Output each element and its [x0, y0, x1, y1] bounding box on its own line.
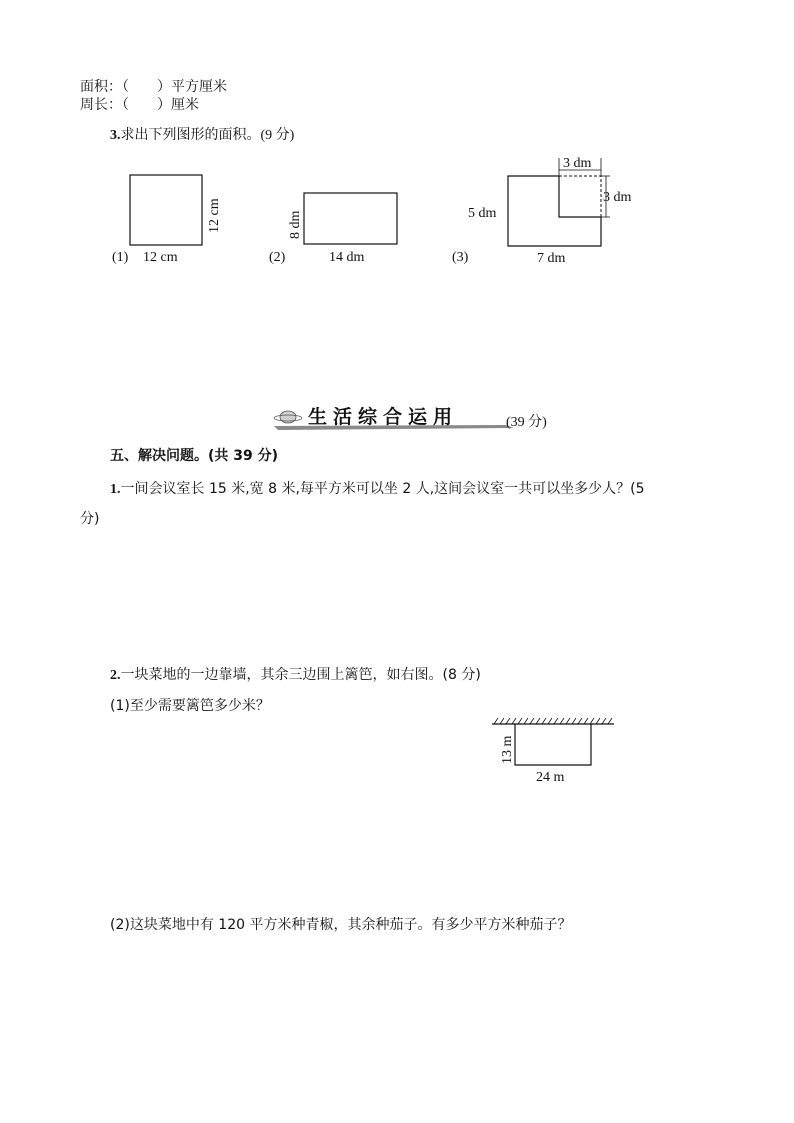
fig1-side-label: 12 cm: [207, 198, 222, 233]
q2-line: [110, 666, 481, 685]
q2-text: 一块菜地的一边靠墙，其余三边围上篱笆，如右图。(8 分): [120, 667, 481, 683]
banner-score: (39 分): [506, 415, 547, 430]
q3-figures: [0, 150, 794, 275]
perimeter-blank-line: 周长：（ ）厘米: [80, 97, 199, 113]
banner-title: 生活综合运用: [308, 406, 459, 428]
fig3-index: (3): [452, 250, 469, 265]
q2-garden-figure: [480, 712, 630, 792]
fig2-rectangle: [269, 193, 397, 265]
q2-number: 2.: [110, 668, 121, 683]
section-banner: [268, 400, 568, 434]
fence: [515, 724, 591, 765]
fig3-bottom-label: 7 dm: [537, 251, 566, 266]
q2-side-label: 13 m: [500, 735, 515, 764]
area-blank-line: 面积：（ ）平方厘米: [80, 79, 227, 95]
q3-header: [110, 126, 294, 145]
q1-number: 1.: [110, 482, 121, 497]
section5-heading: 五、解决问题。(共 39 分): [110, 448, 279, 464]
fig3-left-label: 5 dm: [468, 206, 497, 221]
q2-sub1: (1)至少需要篱笆多少米？: [110, 698, 270, 714]
fig3-notched-shape: [452, 156, 632, 266]
fig2-index: (2): [269, 250, 286, 265]
wall-hatch: [494, 718, 612, 724]
q2-sub2: (2)这块菜地中有 120 平方米种青椒，其余种茄子。有多少平方米种茄子？: [110, 917, 572, 933]
fig1-square: [112, 175, 222, 265]
q3-number: 3.: [110, 128, 121, 143]
q1-text: 一间会议室长 15 米,宽 8 米,每平方米可以坐 2 人,这间会议室一共可以坐多少人？(5: [120, 481, 645, 497]
q1-line1: [110, 480, 645, 499]
q1-line2: 分): [80, 511, 100, 527]
fig2-side-label: 8 dm: [288, 210, 303, 239]
fig3-notch-side-label: 3 dm: [603, 190, 632, 205]
q3-score: (9 分): [260, 128, 295, 143]
fig3-notch-top-label: 3 dm: [563, 156, 592, 171]
fig1-bottom-label: 12 cm: [143, 250, 178, 265]
fig2-bottom-label: 14 dm: [329, 250, 365, 265]
q2-bottom-label: 24 m: [536, 770, 565, 785]
q3-text: 求出下列图形的面积。: [120, 127, 261, 143]
fig1-index: (1): [112, 250, 129, 265]
